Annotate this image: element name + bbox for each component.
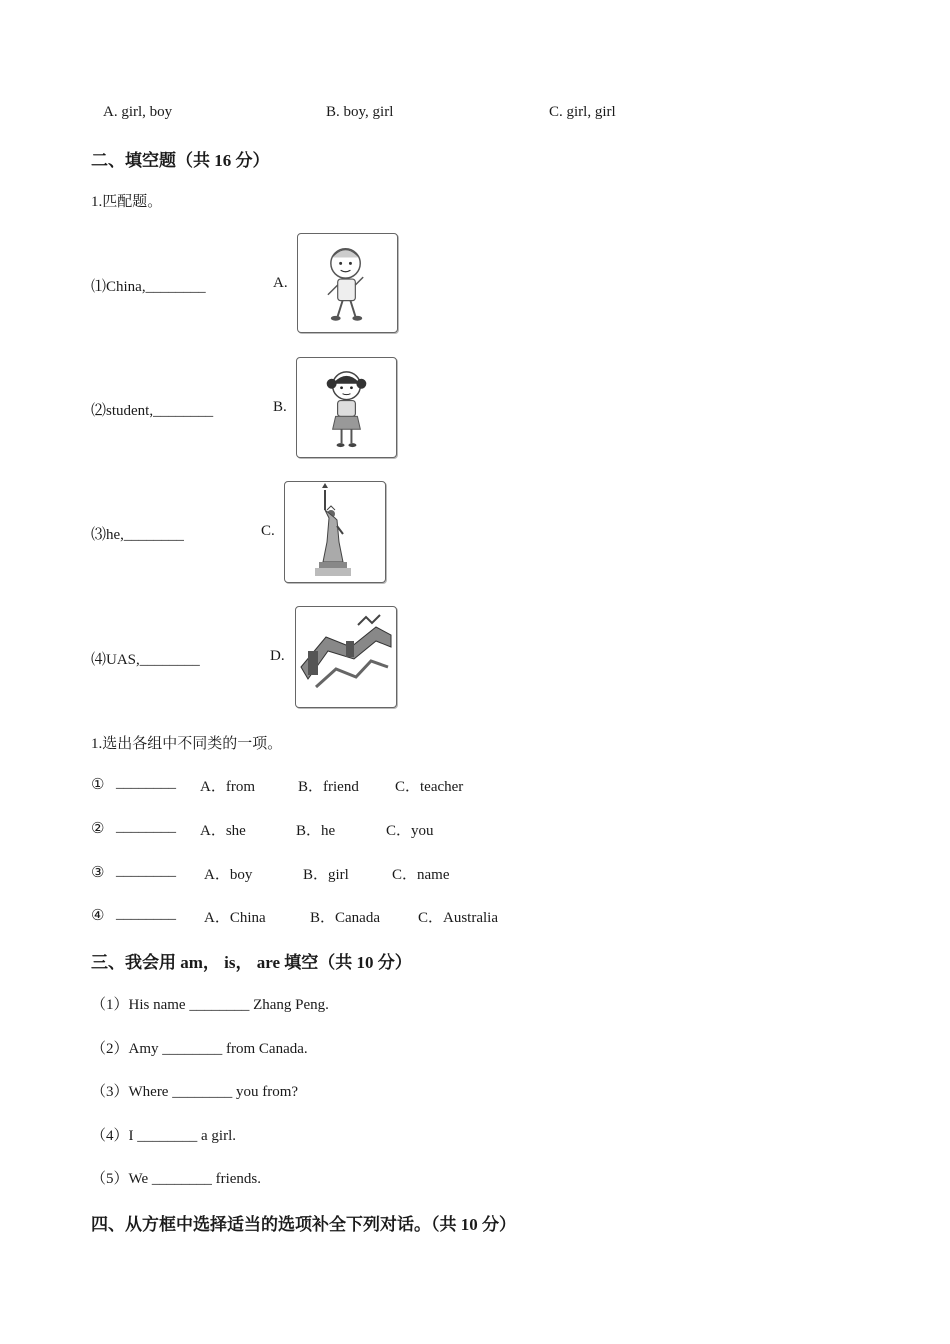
match-letter-c: C.	[261, 523, 275, 539]
section3-title: 三、我会用 am， is， are 填空（共 10 分）	[91, 953, 412, 972]
odd-row-4-num: ④	[91, 908, 105, 924]
section2-title: 二、填空题（共 16 分）	[91, 151, 270, 170]
great-wall-icon	[295, 606, 397, 708]
s3-item-5: （5）We ________ friends.	[91, 1171, 262, 1187]
odd-row-1-b: B．friend	[298, 779, 359, 795]
odd-row-4-a: A．China	[204, 910, 266, 926]
odd-row-1-num: ①	[91, 777, 105, 793]
odd-row-2-a: A．she	[200, 823, 246, 839]
match-item-4: ⑷UAS,________	[91, 652, 200, 668]
odd-row-3-blank: ________	[116, 863, 176, 879]
odd-row-3-num: ③	[91, 865, 105, 881]
q2-title: 1.选出各组中不同类的一项。	[91, 736, 283, 752]
odd-row-4-c: C．Australia	[418, 910, 498, 926]
q1-title: 1.匹配题。	[91, 194, 163, 210]
odd-row-2-num: ②	[91, 821, 105, 837]
odd-row-3-c: C．name	[392, 867, 450, 883]
s3-item-4: （4）I ________ a girl.	[91, 1128, 236, 1144]
match-item-2: ⑵student,________	[91, 403, 214, 419]
odd-row-2-blank: ________	[116, 819, 176, 835]
odd-row-3-a: A．boy	[204, 867, 253, 883]
odd-row-2-c: C．you	[386, 823, 434, 839]
match-letter-a: A.	[273, 275, 288, 291]
odd-row-1-blank: ________	[116, 775, 176, 791]
odd-row-4-b: B．Canada	[310, 910, 380, 926]
odd-row-3-b: B．girl	[303, 867, 349, 883]
option-b: B. boy, girl	[326, 104, 394, 120]
odd-row-1-c: C．teacher	[395, 779, 464, 795]
s3-item-1: （1）His name ________ Zhang Peng.	[91, 997, 329, 1013]
statue-of-liberty-icon	[284, 481, 386, 583]
odd-row-4-blank: ________	[116, 906, 176, 922]
option-a: A. girl, boy	[103, 104, 173, 120]
option-c: C. girl, girl	[549, 104, 616, 120]
match-item-3: ⑶he,________	[91, 527, 184, 543]
odd-row-1-a: A．from	[200, 779, 255, 795]
s3-item-3: （3）Where ________ you from?	[91, 1084, 299, 1100]
girl-student-icon	[296, 357, 397, 458]
s3-item-2: （2）Amy ________ from Canada.	[91, 1041, 308, 1057]
match-item-1: ⑴China,________	[91, 279, 206, 295]
boy-cartoon-icon	[297, 233, 398, 333]
match-letter-b: B.	[273, 399, 287, 415]
odd-row-2-b: B．he	[296, 823, 336, 839]
match-letter-d: D.	[270, 648, 285, 664]
section4-title: 四、从方框中选择适当的选项补全下列对话。（共 10 分）	[91, 1215, 516, 1234]
